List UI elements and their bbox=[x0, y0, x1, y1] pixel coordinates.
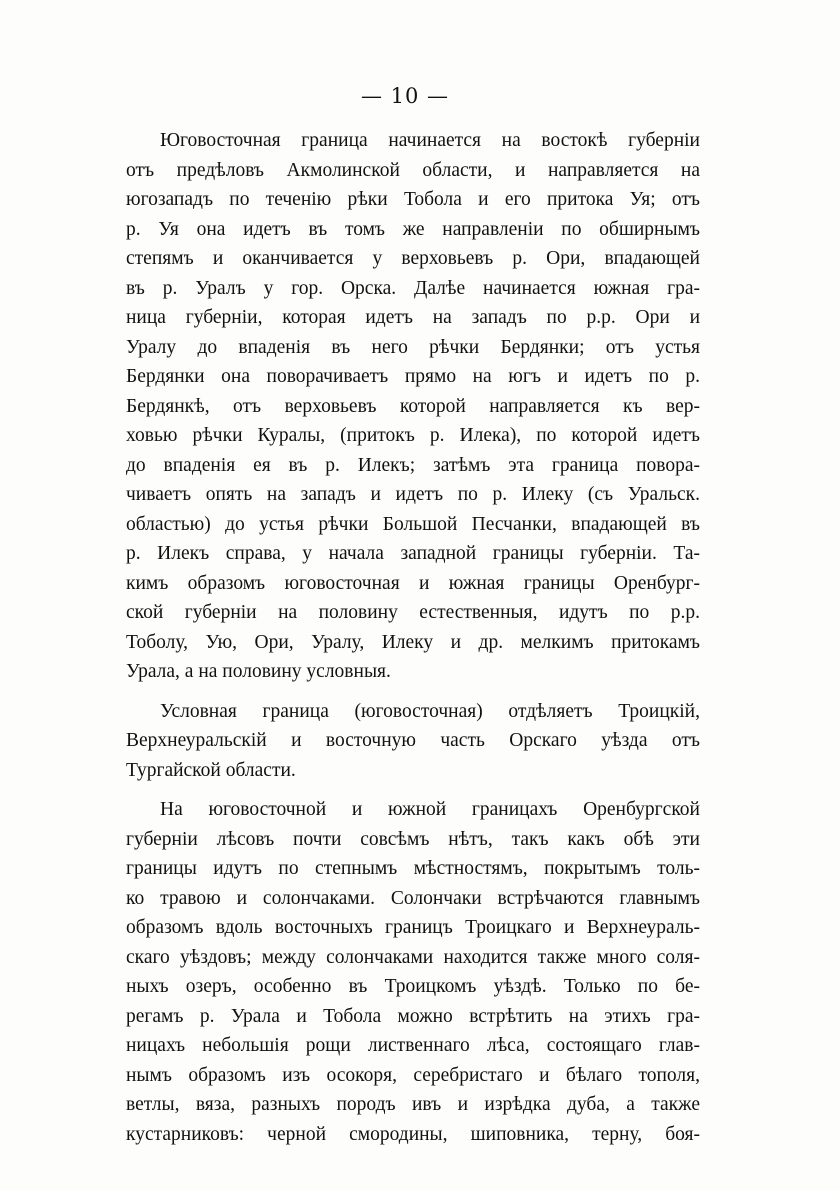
text-line: Условная граница (юговосточная) отдѣляетъ Троицкій, bbox=[160, 700, 700, 722]
text-line: Уралу до впаденія въ него рѣчки Бердянки; отъ устья bbox=[126, 336, 700, 358]
text-line: отъ предѣловъ Акмолинской области, и направляется на bbox=[126, 159, 700, 181]
text-line: югозападъ по теченію рѣки Тобола и его притока Уя; отъ bbox=[126, 189, 700, 210]
text-line: На юговосточной и южной границахъ Оренбургской bbox=[160, 799, 700, 820]
text-line: ской губерніи на половину естественныя, идутъ по р.р. bbox=[126, 602, 700, 623]
text-line: ветлы, вяза, разныхъ породъ ивъ и изрѣдка дуба, а также bbox=[126, 1094, 700, 1115]
paragraph-southeast-border bbox=[126, 126, 700, 687]
text-line: Бердянки она поворачиваетъ прямо на югъ и идетъ по р. bbox=[126, 366, 700, 387]
text-line: областью) до устья рѣчки Большой Песчанки, впадающей въ bbox=[126, 513, 700, 535]
text-line: Верхнеуральскій и восточную часть Орскаго уѣзда отъ bbox=[126, 730, 700, 751]
text-line: Тоболу, Ую, Ори, Уралу, Илеку и др. мелкимъ притокамъ bbox=[126, 631, 700, 653]
paragraph-conditional-border bbox=[126, 697, 700, 786]
text-line: въ р. Уралъ у гор. Орска. Далѣе начинается южная гра- bbox=[126, 277, 700, 299]
text-line: образомъ вдоль восточныхъ границъ Троицкаго и Верхнеураль- bbox=[126, 917, 700, 938]
text-line: степямъ и оканчивается у верховьевъ р. Ори, впадающей bbox=[126, 248, 700, 269]
text-line: чиваетъ опять на западъ и идетъ по р. Илеку (съ Уральск. bbox=[126, 484, 700, 505]
text-line: до впаденія ея въ р. Илекъ; затѣмъ эта граница повора- bbox=[126, 454, 700, 476]
text-line: р. Илекъ справа, у начала западной границы губерніи. Та- bbox=[126, 543, 700, 564]
text-line: ко травою и солончаками. Солончаки встрѣчаются главнымъ bbox=[126, 887, 700, 909]
text-line: ховью рѣчки Куралы, (притокъ р. Илека), по которой идетъ bbox=[126, 425, 700, 446]
text-line: нымъ образомъ изъ осокоря, серебристаго и бѣлаго тополя, bbox=[126, 1064, 700, 1086]
paragraph-forests bbox=[126, 795, 700, 1149]
text-line: Урала, а на половину условныя. bbox=[126, 661, 391, 682]
text-line: р. Уя она идетъ въ томъ же направленіи по обширнымъ bbox=[126, 218, 700, 240]
text-line: Бердянкѣ, отъ верховьевъ которой направляется къ вер- bbox=[126, 395, 700, 417]
text-line: Юговосточная граница начинается на востокѣ губерніи bbox=[160, 130, 700, 151]
text-line: границы идутъ по степнымъ мѣстностямъ, покрытымъ толь- bbox=[126, 858, 700, 879]
body-text bbox=[126, 126, 700, 1149]
text-line: кимъ образомъ юговосточная и южная границы Оренбург- bbox=[126, 572, 700, 594]
text-line: скаго уѣздовъ; между солончаками находится также много соля- bbox=[126, 946, 700, 968]
text-line: ницахъ небольшія рощи лиственнаго лѣса, состоящаго глав- bbox=[126, 1035, 700, 1056]
text-line: кустарниковъ: черной смородины, шиповника, терну, боя- bbox=[126, 1123, 700, 1145]
text-line: ныхъ озеръ, особенно въ Троицкомъ уѣздѣ. Только по бе- bbox=[126, 976, 700, 997]
page-number: — 10 — bbox=[360, 84, 450, 108]
text-line: ница губерніи, которая идетъ на западъ по р.р. Ори и bbox=[126, 307, 700, 328]
text-line: Тургайской области. bbox=[126, 759, 296, 781]
text-line: губерніи лѣсовъ почти совсѣмъ нѣтъ, такъ какъ обѣ эти bbox=[126, 828, 700, 850]
text-line: регамъ р. Урала и Тобола можно встрѣтить на этихъ гра- bbox=[126, 1005, 700, 1027]
